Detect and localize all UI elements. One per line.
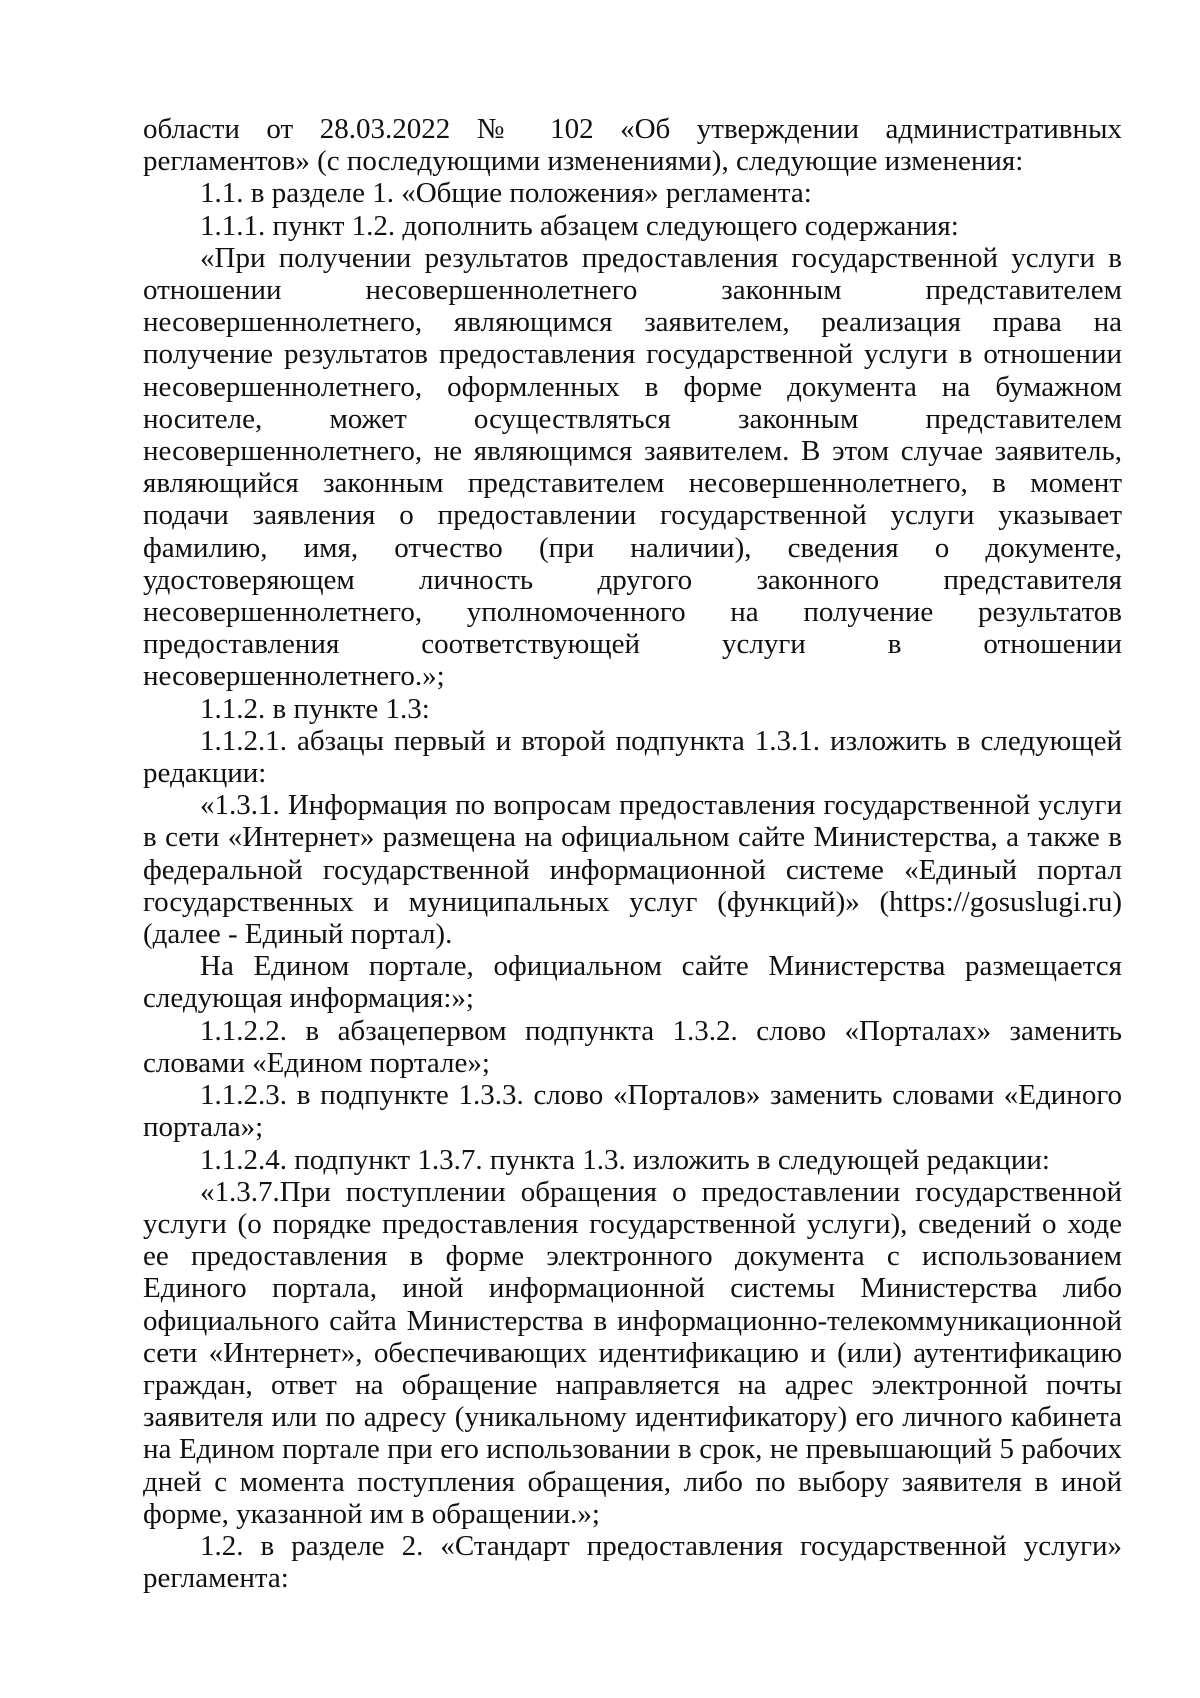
paragraph: «1.3.1. Информация по вопросам предоставления государственной услуги в сети «Интернет» размещена на официальном сайте Министерства, а также в федеральной государственной информационной системе «Единый портал государственных и муниципальных услуг (функций)» (https://gosuslugi.ru) (далее - Единый портал). bbox=[143, 789, 1122, 951]
paragraph: области от 28.03.2022 № 102 «Об утверждении административных регламентов» (с последующими изменениями), следующие изменения: bbox=[143, 113, 1122, 178]
paragraph: 1.1.2.3. в подпункте 1.3.3. слово «Порталов» заменить словами «Единого портала»; bbox=[143, 1079, 1122, 1144]
document-body bbox=[143, 113, 1122, 1594]
paragraph: На Едином портале, официальном сайте Министерства размещается следующая информация:»; bbox=[143, 950, 1122, 1015]
paragraph: 1.2. в разделе 2. «Стандарт предоставления государственной услуги» регламента: bbox=[143, 1529, 1122, 1595]
paragraph: «1.3.7.При поступлении обращения о предоставлении государственной услуги (о порядке предоставления государственной услуги), сведений о ходе ее предоставления в форме электронного документа с использованием Единого портала, иной информационной системы Министерства либо официального сайта Министерства в информационно-телекоммуникационной сети «Интернет», обеспечивающих идентификацию и (или) аутентификацию граждан, ответ на обращение направляется на адрес электронной почты заявителя или по адресу (уникальному идентификатору) его личного кабинета на Едином портале при его использовании в срок, не превышающий 5 рабочих дней с момента поступления обращения, либо по выбору заявителя в иной форме, указанной им в обращении.»; bbox=[143, 1175, 1122, 1530]
paragraph: 1.1.1. пункт 1.2. дополнить абзацем следующего содержания: bbox=[200, 209, 959, 242]
paragraph: 1.1.2.4. подпункт 1.3.7. пункта 1.3. изложить в следующей редакции: bbox=[200, 1143, 1050, 1176]
paragraph: 1.1.2. в пункте 1.3: bbox=[200, 692, 430, 725]
paragraph: 1.1. в разделе 1. «Общие положения» регламента: bbox=[200, 177, 812, 210]
paragraph: 1.1.2.2. в абзацепервом подпункта 1.3.2. слово «Порталах» заменить словами «Едином портале»; bbox=[143, 1014, 1122, 1079]
paragraph: «При получении результатов предоставления государственной услуги в отношении несовершеннолетнего законным представителем несовершеннолетнего, являющимся заявителем, реализация права на получение результатов предоставления государственной услуги в отношении несовершеннолетнего, оформленных в форме документа на бумажном носителе, может осуществляться законным представителем несовершеннолетнего, не являющимся заявителем. В этом случае заявитель, являющийся законным представителем несовершеннолетнего, в момент подачи заявления о предоставлении государственной услуги указывает фамилию, имя, отчество (при наличии), сведения о документе, удостоверяющем личность другого законного представителя несовершеннолетнего, уполномоченного на получение результатов предоставления соответствующей услуги в отношении несовершеннолетнего.»; bbox=[143, 241, 1122, 693]
paragraph: 1.1.2.1. абзацы первый и второй подпункта 1.3.1. изложить в следующей редакции: bbox=[143, 724, 1122, 790]
